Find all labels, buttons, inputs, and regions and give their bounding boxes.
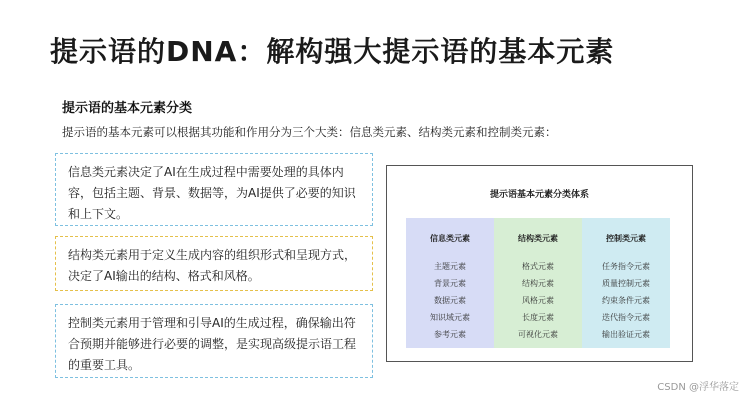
structure-column xyxy=(494,218,582,348)
classification-diagram xyxy=(386,165,693,362)
list-item: 风格元素 xyxy=(522,296,554,305)
list-item: 可视化元素 xyxy=(518,330,558,339)
intro-text: 提示语的基本元素可以根据其功能和作用分为三个大类：信息类元素、结构类元素和控制类元素： xyxy=(62,125,557,139)
info-column xyxy=(406,218,494,348)
page-title: 提示语的DNA：解构强大提示语的基本元素 xyxy=(50,35,615,68)
list-item: 格式元素 xyxy=(522,262,554,271)
control-column xyxy=(582,218,670,348)
info-column-heading: 信息类元素 xyxy=(430,234,470,243)
structure-column-heading: 结构类元素 xyxy=(518,234,558,243)
list-item: 约束条件元素 xyxy=(602,296,650,305)
section-subtitle: 提示语的基本元素分类 xyxy=(62,101,193,116)
list-item: 背景元素 xyxy=(434,279,466,288)
list-item: 长度元素 xyxy=(522,313,554,322)
list-item: 迭代指令元素 xyxy=(602,313,650,322)
info-elements-card: 信息类元素决定了AI在生成过程中需要处理的具体内容，包括主题、背景、数据等，为AI提供了必要的知识和上下文。 xyxy=(55,153,373,226)
list-item: 输出验证元素 xyxy=(602,330,650,339)
watermark: CSDN @浮华落定 xyxy=(657,382,739,393)
list-item: 数据元素 xyxy=(434,296,466,305)
structure-elements-card: 结构类元素用于定义生成内容的组织形式和呈现方式，决定了AI输出的结构、格式和风格。 xyxy=(55,236,373,291)
list-item: 主题元素 xyxy=(434,262,466,271)
list-item: 任务指令元素 xyxy=(602,262,650,271)
list-item: 知识域元素 xyxy=(430,313,470,322)
list-item: 质量控制元素 xyxy=(602,279,650,288)
list-item: 结构元素 xyxy=(522,279,554,288)
diagram-title: 提示语基本元素分类体系 xyxy=(489,190,589,200)
control-elements-card: 控制类元素用于管理和引导AI的生成过程，确保输出符合预期并能够进行必要的调整，是实现高级提示语工程的重要工具。 xyxy=(55,304,373,378)
list-item: 参考元素 xyxy=(434,330,466,339)
control-column-heading: 控制类元素 xyxy=(606,234,646,243)
